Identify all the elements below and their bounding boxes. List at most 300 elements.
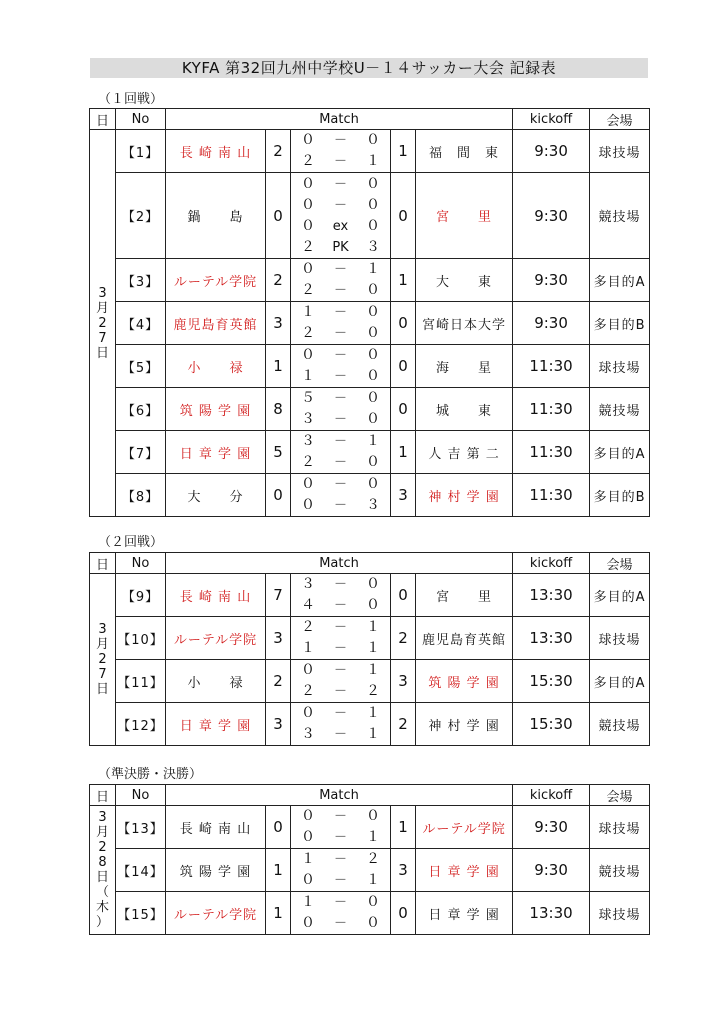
half-score-line bbox=[291, 452, 390, 473]
header-day: 日 bbox=[90, 553, 116, 574]
half-score-value: ０ bbox=[301, 915, 315, 931]
half-score-line bbox=[291, 660, 390, 681]
home-score: 1 bbox=[266, 849, 291, 892]
score-separator: － bbox=[333, 852, 347, 867]
score-separator: － bbox=[333, 809, 347, 824]
match-number: 【4】 bbox=[116, 302, 166, 345]
score-separator: － bbox=[333, 455, 347, 470]
half-score-value: ０ bbox=[301, 476, 315, 492]
match-row bbox=[90, 660, 650, 703]
match-row bbox=[90, 617, 650, 660]
venue: 競技場 bbox=[590, 388, 650, 431]
venue: 球技場 bbox=[590, 617, 650, 660]
half-score-line bbox=[291, 617, 390, 638]
half-scores-list bbox=[291, 130, 390, 172]
venue: 多目的A bbox=[590, 431, 650, 474]
half-scores-list bbox=[291, 174, 390, 258]
match-day bbox=[90, 806, 116, 935]
away-team: 海 星 bbox=[416, 345, 513, 388]
home-score: 1 bbox=[266, 892, 291, 935]
away-score: 0 bbox=[391, 302, 416, 345]
away-team: 日 章 学 園 bbox=[416, 892, 513, 935]
match-number: 【9】 bbox=[116, 574, 166, 617]
half-score-value: ０ bbox=[366, 808, 380, 824]
score-separator: － bbox=[333, 830, 347, 845]
header-no: No bbox=[116, 109, 166, 130]
half-scores bbox=[291, 703, 391, 746]
score-separator: － bbox=[333, 133, 347, 148]
home-score: 1 bbox=[266, 345, 291, 388]
half-score-line bbox=[291, 388, 390, 409]
section-label-round2: （２回戦） bbox=[98, 535, 164, 550]
away-team: 神 村 学 園 bbox=[416, 703, 513, 746]
away-team: ルーテル学院 bbox=[416, 806, 513, 849]
half-score-value: ０ bbox=[366, 894, 380, 910]
half-score-value: ０ bbox=[301, 829, 315, 845]
half-scores bbox=[291, 574, 391, 617]
kickoff-time: 15:30 bbox=[513, 660, 590, 703]
half-score-value: ４ bbox=[301, 597, 315, 613]
half-score-line bbox=[291, 806, 390, 827]
home-score: 3 bbox=[266, 703, 291, 746]
home-score: 7 bbox=[266, 574, 291, 617]
half-score-value: ０ bbox=[366, 454, 380, 470]
home-team: 筑 陽 学 園 bbox=[166, 849, 266, 892]
half-score-value: ０ bbox=[301, 132, 315, 148]
away-score: 0 bbox=[391, 388, 416, 431]
venue: 球技場 bbox=[590, 892, 650, 935]
half-score-value: ０ bbox=[366, 597, 380, 613]
half-scores-list bbox=[291, 431, 390, 473]
score-separator: － bbox=[333, 369, 347, 384]
venue: 球技場 bbox=[590, 345, 650, 388]
day-char: 月 bbox=[95, 300, 109, 316]
away-score: 1 bbox=[391, 130, 416, 173]
home-team: 筑 陽 学 園 bbox=[166, 388, 266, 431]
half-score-value: ２ bbox=[301, 238, 315, 255]
half-score-value: ０ bbox=[301, 175, 315, 192]
score-separator: － bbox=[333, 663, 347, 678]
header-venue: 会場 bbox=[590, 109, 650, 130]
half-score-value: １ bbox=[301, 304, 315, 320]
home-score: 5 bbox=[266, 431, 291, 474]
kickoff-time: 9:30 bbox=[513, 259, 590, 302]
away-team: 宮 里 bbox=[416, 173, 513, 259]
half-score-value: ３ bbox=[301, 576, 315, 592]
half-score-line bbox=[291, 849, 390, 870]
score-separator: － bbox=[333, 176, 347, 192]
day-char: 2 bbox=[98, 840, 107, 855]
day-char: 3 bbox=[98, 285, 107, 301]
away-score: 0 bbox=[391, 345, 416, 388]
half-score-value: ０ bbox=[366, 132, 380, 148]
half-score-line bbox=[291, 913, 390, 934]
kickoff-time: 11:30 bbox=[513, 345, 590, 388]
half-scores bbox=[291, 173, 391, 259]
venue: 競技場 bbox=[590, 849, 650, 892]
match-number: 【3】 bbox=[116, 259, 166, 302]
day-char: 7 bbox=[98, 330, 107, 346]
half-score-value: ０ bbox=[301, 196, 315, 213]
header-no: No bbox=[116, 785, 166, 806]
half-scores bbox=[291, 849, 391, 892]
half-score-value: １ bbox=[366, 872, 380, 888]
score-separator: － bbox=[333, 641, 347, 656]
score-separator: － bbox=[333, 305, 347, 320]
half-score-value: ０ bbox=[366, 325, 380, 341]
half-score-line bbox=[291, 474, 390, 495]
day-char: 月 bbox=[95, 825, 109, 840]
match-number: 【11】 bbox=[116, 660, 166, 703]
home-team: 日 章 学 園 bbox=[166, 431, 266, 474]
home-team: 長 崎 南 山 bbox=[166, 574, 266, 617]
half-score-line bbox=[291, 703, 390, 724]
home-score: 8 bbox=[266, 388, 291, 431]
kickoff-time: 9:30 bbox=[513, 302, 590, 345]
away-score: 2 bbox=[391, 703, 416, 746]
header-kickoff: kickoff bbox=[513, 785, 590, 806]
home-score: 2 bbox=[266, 130, 291, 173]
half-score-value: １ bbox=[366, 153, 380, 169]
venue: 多目的A bbox=[590, 259, 650, 302]
half-score-line bbox=[291, 574, 390, 595]
half-score-value: ０ bbox=[301, 662, 315, 678]
half-score-line bbox=[291, 595, 390, 616]
kickoff-time: 9:30 bbox=[513, 849, 590, 892]
half-score-value: ０ bbox=[366, 915, 380, 931]
day-char: ） bbox=[95, 915, 109, 930]
match-number: 【5】 bbox=[116, 345, 166, 388]
half-score-line bbox=[291, 681, 390, 702]
header-row bbox=[90, 109, 650, 130]
half-scores bbox=[291, 660, 391, 703]
half-score-line bbox=[291, 366, 390, 387]
half-scores bbox=[291, 617, 391, 660]
half-score-value: ０ bbox=[301, 217, 315, 234]
score-separator: － bbox=[333, 598, 347, 613]
away-team: 鹿児島育英館 bbox=[416, 617, 513, 660]
away-team: 城 東 bbox=[416, 388, 513, 431]
away-team: 宮崎日本大学 bbox=[416, 302, 513, 345]
half-scores-list bbox=[291, 388, 390, 430]
header-row bbox=[90, 553, 650, 574]
half-score-value: １ bbox=[366, 705, 380, 721]
header-no: No bbox=[116, 553, 166, 574]
match-row bbox=[90, 474, 650, 517]
score-separator: － bbox=[333, 727, 347, 742]
match-row bbox=[90, 388, 650, 431]
half-score-value: ３ bbox=[366, 497, 380, 513]
away-score: 0 bbox=[391, 173, 416, 259]
match-number: 【8】 bbox=[116, 474, 166, 517]
match-row bbox=[90, 345, 650, 388]
half-score-value: ０ bbox=[301, 872, 315, 888]
score-separator: － bbox=[333, 154, 347, 169]
half-score-value: ０ bbox=[301, 808, 315, 824]
half-scores bbox=[291, 259, 391, 302]
half-scores bbox=[291, 388, 391, 431]
home-team: 小 禄 bbox=[166, 345, 266, 388]
half-score-value: １ bbox=[366, 619, 380, 635]
half-score-value: ２ bbox=[301, 683, 315, 699]
away-score: 3 bbox=[391, 849, 416, 892]
home-score: 3 bbox=[266, 302, 291, 345]
match-number: 【15】 bbox=[116, 892, 166, 935]
half-score-line bbox=[291, 323, 390, 344]
home-team: 鹿児島育英館 bbox=[166, 302, 266, 345]
match-number: 【7】 bbox=[116, 431, 166, 474]
kickoff-time: 9:30 bbox=[513, 130, 590, 173]
half-score-line bbox=[291, 495, 390, 516]
home-team: 鍋 島 bbox=[166, 173, 266, 259]
score-separator: － bbox=[333, 197, 347, 213]
score-separator: － bbox=[333, 873, 347, 888]
score-separator: － bbox=[333, 620, 347, 635]
home-team: 小 禄 bbox=[166, 660, 266, 703]
half-score-value: ０ bbox=[366, 347, 380, 363]
half-score-value: １ bbox=[301, 851, 315, 867]
match-row bbox=[90, 849, 650, 892]
match-number: 【13】 bbox=[116, 806, 166, 849]
score-separator: － bbox=[333, 916, 347, 931]
venue: 球技場 bbox=[590, 806, 650, 849]
half-score-line bbox=[291, 280, 390, 301]
half-score-value: ２ bbox=[301, 325, 315, 341]
away-score: 0 bbox=[391, 574, 416, 617]
kickoff-time: 13:30 bbox=[513, 574, 590, 617]
match-row bbox=[90, 173, 650, 259]
home-team: 長 崎 南 山 bbox=[166, 130, 266, 173]
half-score-value: ０ bbox=[366, 282, 380, 298]
half-scores-list bbox=[291, 660, 390, 702]
score-separator: － bbox=[333, 326, 347, 341]
half-score-line bbox=[291, 151, 390, 172]
half-score-value: ２ bbox=[366, 683, 380, 699]
half-score-value: １ bbox=[366, 829, 380, 845]
home-score: 0 bbox=[266, 806, 291, 849]
score-separator: － bbox=[333, 283, 347, 298]
half-score-value: ０ bbox=[366, 476, 380, 492]
venue: 多目的A bbox=[590, 574, 650, 617]
header-day: 日 bbox=[90, 785, 116, 806]
half-score-line bbox=[291, 216, 390, 237]
match-number: 【2】 bbox=[116, 173, 166, 259]
half-score-value: ０ bbox=[366, 576, 380, 592]
away-team: 福 間 東 bbox=[416, 130, 513, 173]
header-match: Match bbox=[166, 553, 513, 574]
half-score-value: ０ bbox=[301, 347, 315, 363]
half-score-line bbox=[291, 870, 390, 891]
kickoff-time: 9:30 bbox=[513, 806, 590, 849]
day-char: （ bbox=[95, 885, 109, 900]
header-day: 日 bbox=[90, 109, 116, 130]
venue: 競技場 bbox=[590, 173, 650, 259]
half-score-line bbox=[291, 174, 390, 195]
half-score-line bbox=[291, 724, 390, 745]
score-separator: － bbox=[333, 262, 347, 277]
half-score-value: ０ bbox=[301, 261, 315, 277]
half-score-value: ０ bbox=[366, 368, 380, 384]
half-score-value: ０ bbox=[366, 390, 380, 406]
away-team: 人 吉 第 二 bbox=[416, 431, 513, 474]
header-venue: 会場 bbox=[590, 785, 650, 806]
kickoff-time: 11:30 bbox=[513, 431, 590, 474]
match-row bbox=[90, 302, 650, 345]
score-separator: － bbox=[333, 412, 347, 427]
day-char: 2 bbox=[98, 315, 107, 331]
half-score-line bbox=[291, 892, 390, 913]
header-match: Match bbox=[166, 785, 513, 806]
day-char: 3 bbox=[98, 810, 107, 825]
header-row bbox=[90, 785, 650, 806]
match-number: 【12】 bbox=[116, 703, 166, 746]
venue: 競技場 bbox=[590, 703, 650, 746]
half-scores bbox=[291, 806, 391, 849]
day-char: 3 bbox=[98, 622, 107, 637]
away-team: 筑 陽 学 園 bbox=[416, 660, 513, 703]
away-score: 1 bbox=[391, 259, 416, 302]
half-score-value: ３ bbox=[366, 238, 380, 255]
half-score-line bbox=[291, 431, 390, 452]
kickoff-time: 11:30 bbox=[513, 388, 590, 431]
home-team: ルーテル学院 bbox=[166, 259, 266, 302]
half-score-value: １ bbox=[366, 640, 380, 656]
home-score: 2 bbox=[266, 259, 291, 302]
header-kickoff: kickoff bbox=[513, 553, 590, 574]
day-char: 7 bbox=[98, 667, 107, 682]
away-score: 0 bbox=[391, 892, 416, 935]
half-scores bbox=[291, 431, 391, 474]
half-score-line bbox=[291, 259, 390, 280]
header-kickoff: kickoff bbox=[513, 109, 590, 130]
away-score: 2 bbox=[391, 617, 416, 660]
score-separator: － bbox=[333, 348, 347, 363]
half-scores-list bbox=[291, 345, 390, 387]
half-scores-list bbox=[291, 617, 390, 659]
match-row bbox=[90, 130, 650, 173]
day-char: 木 bbox=[95, 900, 109, 915]
kickoff-time: 13:30 bbox=[513, 617, 590, 660]
half-score-value: ２ bbox=[301, 282, 315, 298]
half-scores bbox=[291, 302, 391, 345]
half-score-value: ０ bbox=[301, 497, 315, 513]
half-score-value: ２ bbox=[301, 454, 315, 470]
score-separator: － bbox=[333, 434, 347, 449]
away-team: 宮 里 bbox=[416, 574, 513, 617]
match-row bbox=[90, 259, 650, 302]
score-separator: PK bbox=[332, 239, 349, 255]
away-team: 日 章 学 園 bbox=[416, 849, 513, 892]
away-score: 3 bbox=[391, 660, 416, 703]
day-char: 日 bbox=[95, 345, 109, 361]
home-team: 日 章 学 園 bbox=[166, 703, 266, 746]
kickoff-time: 13:30 bbox=[513, 892, 590, 935]
half-score-line bbox=[291, 638, 390, 659]
half-score-value: ２ bbox=[301, 619, 315, 635]
away-score: 1 bbox=[391, 806, 416, 849]
score-separator: ex bbox=[332, 218, 349, 234]
venue: 多目的A bbox=[590, 660, 650, 703]
home-score: 2 bbox=[266, 660, 291, 703]
home-team: ルーテル学院 bbox=[166, 892, 266, 935]
half-scores bbox=[291, 474, 391, 517]
half-score-line bbox=[291, 345, 390, 366]
match-number: 【14】 bbox=[116, 849, 166, 892]
score-separator: － bbox=[333, 498, 347, 513]
match-row bbox=[90, 574, 650, 617]
round1-table bbox=[89, 108, 650, 517]
half-scores-list bbox=[291, 892, 390, 934]
day-char: 日 bbox=[95, 682, 109, 697]
half-score-value: ５ bbox=[301, 390, 315, 406]
score-separator: － bbox=[333, 706, 347, 721]
header-venue: 会場 bbox=[590, 553, 650, 574]
header-match: Match bbox=[166, 109, 513, 130]
half-score-value: ０ bbox=[366, 217, 380, 234]
page-title: KYFA 第32回九州中学校U－１４サッカー大会 記録表 bbox=[90, 58, 648, 78]
kickoff-time: 9:30 bbox=[513, 173, 590, 259]
kickoff-time: 11:30 bbox=[513, 474, 590, 517]
venue: 球技場 bbox=[590, 130, 650, 173]
match-row bbox=[90, 806, 650, 849]
home-team: ルーテル学院 bbox=[166, 617, 266, 660]
match-row bbox=[90, 703, 650, 746]
away-team: 大 東 bbox=[416, 259, 513, 302]
half-score-value: １ bbox=[301, 894, 315, 910]
half-scores bbox=[291, 130, 391, 173]
away-score: 3 bbox=[391, 474, 416, 517]
half-scores bbox=[291, 345, 391, 388]
half-score-value: ０ bbox=[366, 196, 380, 213]
half-scores-list bbox=[291, 474, 390, 516]
score-separator: － bbox=[333, 477, 347, 492]
finals-table bbox=[89, 784, 650, 935]
half-scores bbox=[291, 892, 391, 935]
match-row bbox=[90, 431, 650, 474]
half-scores-list bbox=[291, 574, 390, 616]
half-score-line bbox=[291, 409, 390, 430]
half-score-line bbox=[291, 195, 390, 216]
half-score-value: ２ bbox=[366, 851, 380, 867]
half-scores-list bbox=[291, 849, 390, 891]
half-score-line bbox=[291, 302, 390, 323]
half-score-value: ３ bbox=[301, 433, 315, 449]
day-char: 2 bbox=[98, 652, 107, 667]
match-row bbox=[90, 892, 650, 935]
half-score-value: ３ bbox=[301, 411, 315, 427]
match-number: 【1】 bbox=[116, 130, 166, 173]
half-score-value: １ bbox=[366, 261, 380, 277]
section-label-round1: （１回戦） bbox=[98, 92, 164, 107]
kickoff-time: 15:30 bbox=[513, 703, 590, 746]
match-day bbox=[90, 130, 116, 517]
half-score-value: ２ bbox=[301, 153, 315, 169]
home-team: 長 崎 南 山 bbox=[166, 806, 266, 849]
half-scores-list bbox=[291, 806, 390, 848]
half-score-value: ０ bbox=[366, 175, 380, 192]
half-score-value: ３ bbox=[301, 726, 315, 742]
half-score-value: １ bbox=[366, 726, 380, 742]
home-team: 大 分 bbox=[166, 474, 266, 517]
match-number: 【10】 bbox=[116, 617, 166, 660]
venue: 多目的B bbox=[590, 302, 650, 345]
match-number: 【6】 bbox=[116, 388, 166, 431]
half-score-value: ０ bbox=[366, 411, 380, 427]
day-char: 月 bbox=[95, 637, 109, 652]
half-score-value: １ bbox=[366, 433, 380, 449]
half-scores-list bbox=[291, 302, 390, 344]
home-score: 0 bbox=[266, 474, 291, 517]
